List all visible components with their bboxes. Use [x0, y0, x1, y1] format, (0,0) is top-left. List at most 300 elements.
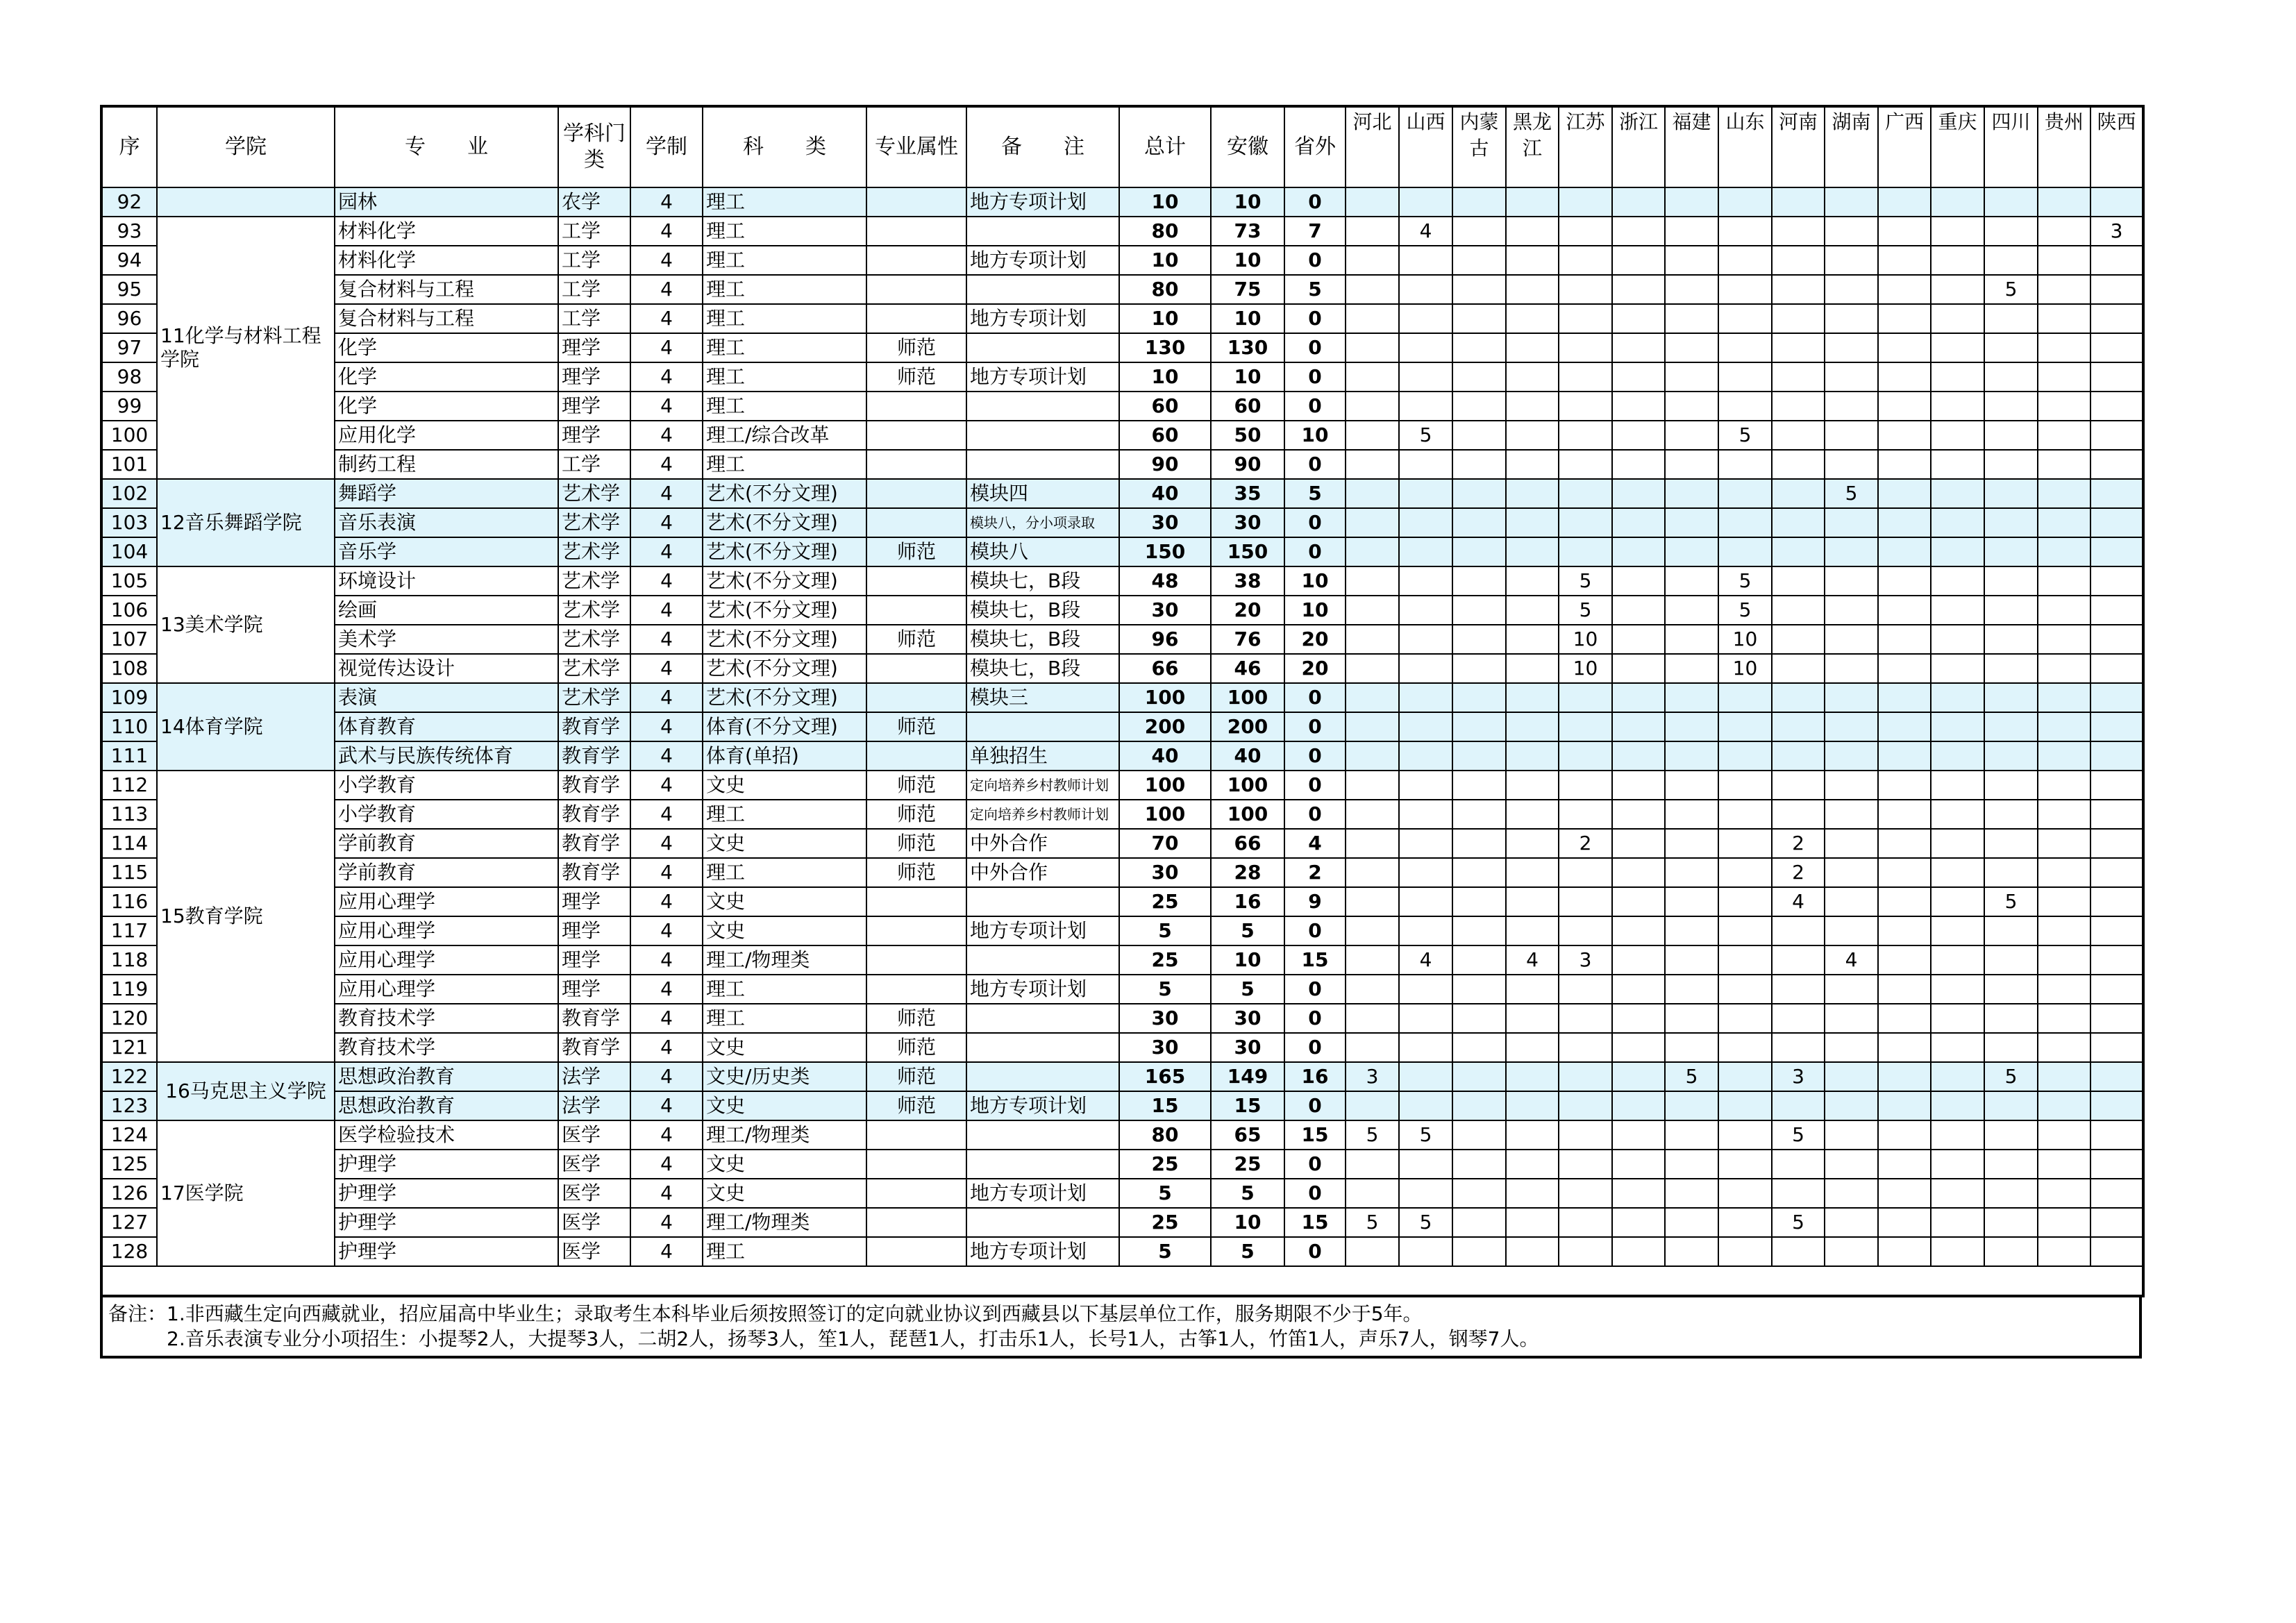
row-total: 40	[1119, 479, 1211, 508]
row-province-count	[1346, 1033, 1399, 1062]
row-province-count	[1399, 1179, 1452, 1208]
row-remark	[966, 1004, 1119, 1033]
row-seq: 112	[101, 771, 157, 800]
row-province-count	[1612, 1033, 1665, 1062]
row-province-count	[1984, 829, 2038, 858]
row-category: 工学	[558, 246, 630, 275]
table-row	[101, 392, 2143, 421]
row-subject: 艺术(不分文理)	[703, 508, 866, 537]
row-attr: 师范	[866, 537, 966, 566]
row-province-count	[1825, 304, 1878, 333]
row-province-count	[1612, 362, 1665, 392]
spacer-cell	[1878, 1266, 1931, 1296]
row-anhui: 150	[1211, 537, 1284, 566]
row-province-count	[2090, 1004, 2143, 1033]
header-years: 学制	[630, 106, 703, 187]
row-province-count	[1825, 829, 1878, 858]
row-province-count	[1399, 187, 1452, 217]
row-province-count	[1506, 887, 1559, 916]
row-province-count: 10	[1718, 625, 1772, 654]
enrollment-table	[100, 105, 2145, 1297]
row-province-count	[1825, 858, 1878, 887]
row-province-count	[1665, 1208, 1718, 1237]
row-province-count	[1878, 596, 1931, 625]
header-remark: 备 注	[966, 106, 1119, 187]
row-province-count	[1559, 275, 1612, 304]
row-province-count	[1878, 362, 1931, 392]
header-province: 陕西	[2090, 106, 2143, 187]
row-province-count	[1346, 1150, 1399, 1179]
row-years: 4	[630, 1062, 703, 1091]
row-province-count	[1665, 800, 1718, 829]
row-province-count	[1718, 887, 1772, 916]
row-province-count	[1931, 333, 1984, 362]
spacer-cell	[630, 1266, 703, 1296]
row-outside: 0	[1284, 771, 1346, 800]
row-major: 应用心理学	[335, 945, 558, 975]
header-row	[101, 106, 2143, 187]
row-province-count	[1559, 975, 1612, 1004]
row-province-count	[1612, 246, 1665, 275]
row-total: 5	[1119, 916, 1211, 945]
row-total: 5	[1119, 1237, 1211, 1266]
row-major: 小学教育	[335, 771, 558, 800]
row-province-count	[1452, 712, 1506, 741]
spacer-cell	[866, 1266, 966, 1296]
row-province-count	[1931, 217, 1984, 246]
row-province-count	[2038, 829, 2090, 858]
row-province-count	[2090, 596, 2143, 625]
row-province-count	[1559, 712, 1612, 741]
table-row	[101, 654, 2143, 683]
header-province: 内蒙古	[1452, 106, 1506, 187]
row-province-count	[1825, 596, 1878, 625]
row-province-count	[1399, 566, 1452, 596]
row-remark: 模块七，B段	[966, 654, 1119, 683]
row-province-count	[1665, 304, 1718, 333]
row-province-count	[1931, 566, 1984, 596]
row-outside: 0	[1284, 508, 1346, 537]
row-seq: 99	[101, 392, 157, 421]
row-province-count	[1665, 392, 1718, 421]
row-attr: 师范	[866, 858, 966, 887]
row-province-count	[1665, 1120, 1718, 1150]
row-province-count	[2038, 1179, 2090, 1208]
row-subject: 理工	[703, 187, 866, 217]
row-remark: 定向培养乡村教师计划	[966, 771, 1119, 800]
row-province-count	[1984, 712, 2038, 741]
row-province-count	[1665, 187, 1718, 217]
row-subject: 艺术(不分文理)	[703, 566, 866, 596]
row-province-count	[1718, 479, 1772, 508]
row-province-count	[1506, 304, 1559, 333]
row-years: 4	[630, 1150, 703, 1179]
row-province-count	[1825, 1004, 1878, 1033]
row-province-count	[2090, 1237, 2143, 1266]
row-province-count	[1665, 975, 1718, 1004]
row-years: 4	[630, 683, 703, 712]
row-anhui: 30	[1211, 508, 1284, 537]
row-province-count	[1984, 741, 2038, 771]
row-province-count: 5	[1984, 1062, 2038, 1091]
row-province-count	[1452, 217, 1506, 246]
row-province-count	[1718, 1237, 1772, 1266]
row-province-count	[1772, 771, 1825, 800]
row-province-count	[1772, 741, 1825, 771]
row-total: 100	[1119, 771, 1211, 800]
row-category: 医学	[558, 1120, 630, 1150]
row-province-count	[1772, 246, 1825, 275]
row-province-count	[1665, 362, 1718, 392]
row-province-count	[1931, 916, 1984, 945]
row-province-count	[1718, 1179, 1772, 1208]
row-province-count	[1825, 800, 1878, 829]
row-major: 音乐表演	[335, 508, 558, 537]
row-province-count	[1612, 741, 1665, 771]
row-category: 理学	[558, 975, 630, 1004]
row-total: 10	[1119, 362, 1211, 392]
row-years: 4	[630, 421, 703, 450]
row-anhui: 60	[1211, 392, 1284, 421]
row-province-count	[1452, 450, 1506, 479]
row-province-count	[1452, 537, 1506, 566]
row-province-count	[1399, 858, 1452, 887]
row-province-count	[2038, 800, 2090, 829]
spacer-cell	[1399, 1266, 1452, 1296]
row-province-count	[1346, 858, 1399, 887]
table-row	[101, 1062, 2143, 1091]
row-attr	[866, 683, 966, 712]
row-province-count	[1984, 1208, 2038, 1237]
row-province-count	[1878, 508, 1931, 537]
row-province-count	[1931, 304, 1984, 333]
row-province-count	[2090, 654, 2143, 683]
row-province-count	[2090, 275, 2143, 304]
row-anhui: 66	[1211, 829, 1284, 858]
table-row	[101, 975, 2143, 1004]
row-province-count: 2	[1772, 858, 1825, 887]
row-seq: 110	[101, 712, 157, 741]
header-category: 学科门类	[558, 106, 630, 187]
row-province-count	[1346, 566, 1399, 596]
row-seq: 127	[101, 1208, 157, 1237]
row-province-count	[1399, 508, 1452, 537]
row-province-count: 5	[1984, 887, 2038, 916]
row-province-count	[1718, 1062, 1772, 1091]
row-province-count	[1984, 479, 2038, 508]
row-province-count	[2038, 362, 2090, 392]
row-seq: 95	[101, 275, 157, 304]
row-remark: 地方专项计划	[966, 362, 1119, 392]
row-province-count	[1718, 741, 1772, 771]
row-province-count	[2038, 887, 2090, 916]
row-major: 应用心理学	[335, 916, 558, 945]
table-row	[101, 187, 2143, 217]
row-remark: 地方专项计划	[966, 304, 1119, 333]
row-province-count	[1772, 333, 1825, 362]
header-province: 山西	[1399, 106, 1452, 187]
row-province-count	[1878, 333, 1931, 362]
row-province-count	[1718, 275, 1772, 304]
row-province-count	[1452, 479, 1506, 508]
row-major: 化学	[335, 362, 558, 392]
row-attr	[866, 596, 966, 625]
row-remark: 地方专项计划	[966, 916, 1119, 945]
row-anhui: 73	[1211, 217, 1284, 246]
row-province-count	[1984, 596, 2038, 625]
row-remark	[966, 421, 1119, 450]
row-province-count	[2038, 304, 2090, 333]
row-province-count	[1612, 450, 1665, 479]
row-category: 工学	[558, 275, 630, 304]
row-outside: 0	[1284, 975, 1346, 1004]
row-province-count	[1506, 275, 1559, 304]
row-province-count	[1452, 275, 1506, 304]
row-province-count	[1506, 537, 1559, 566]
row-province-count	[1931, 1237, 1984, 1266]
row-major: 化学	[335, 333, 558, 362]
row-seq: 115	[101, 858, 157, 887]
row-major: 音乐学	[335, 537, 558, 566]
row-category: 教育学	[558, 771, 630, 800]
row-province-count	[1559, 1237, 1612, 1266]
row-province-count	[1718, 1004, 1772, 1033]
row-subject: 体育(不分文理)	[703, 712, 866, 741]
row-subject: 理工	[703, 800, 866, 829]
row-province-count	[2038, 479, 2090, 508]
row-remark: 模块七，B段	[966, 566, 1119, 596]
row-years: 4	[630, 654, 703, 683]
row-province-count	[1346, 304, 1399, 333]
row-province-count	[1452, 887, 1506, 916]
row-outside: 0	[1284, 916, 1346, 945]
row-province-count	[1346, 479, 1399, 508]
table-row	[101, 362, 2143, 392]
row-seq: 101	[101, 450, 157, 479]
row-province-count	[1825, 187, 1878, 217]
row-province-count	[1612, 1179, 1665, 1208]
row-province-count	[1346, 421, 1399, 450]
row-province-count	[1772, 1237, 1825, 1266]
row-subject: 文史/历史类	[703, 1062, 866, 1091]
row-province-count	[2090, 479, 2143, 508]
row-province-count	[1399, 333, 1452, 362]
row-remark: 模块四	[966, 479, 1119, 508]
row-years: 4	[630, 508, 703, 537]
row-province-count	[1452, 566, 1506, 596]
row-category: 艺术学	[558, 508, 630, 537]
row-province-count	[2090, 916, 2143, 945]
row-province-count	[1399, 916, 1452, 945]
row-province-count	[1612, 858, 1665, 887]
row-province-count	[1878, 187, 1931, 217]
row-anhui: 25	[1211, 1150, 1284, 1179]
college-cell: 16马克思主义学院	[157, 1062, 335, 1120]
row-province-count	[1772, 479, 1825, 508]
row-province-count	[1452, 508, 1506, 537]
row-total: 30	[1119, 858, 1211, 887]
row-anhui: 15	[1211, 1091, 1284, 1120]
row-province-count	[1452, 800, 1506, 829]
row-province-count	[1984, 858, 2038, 887]
spacer-cell	[558, 1266, 630, 1296]
row-province-count	[1718, 362, 1772, 392]
row-province-count	[1718, 217, 1772, 246]
row-province-count	[1931, 683, 1984, 712]
row-province-count	[1559, 1179, 1612, 1208]
row-province-count	[1878, 566, 1931, 596]
row-outside: 2	[1284, 858, 1346, 887]
row-province-count	[1878, 1237, 1931, 1266]
row-province-count	[1665, 712, 1718, 741]
row-province-count	[1506, 1237, 1559, 1266]
row-category: 艺术学	[558, 566, 630, 596]
row-category: 艺术学	[558, 683, 630, 712]
row-category: 教育学	[558, 1004, 630, 1033]
row-province-count	[2090, 683, 2143, 712]
row-province-count	[1772, 392, 1825, 421]
row-province-count	[1559, 800, 1612, 829]
row-province-count	[1506, 246, 1559, 275]
row-province-count	[1346, 771, 1399, 800]
row-province-count	[1559, 1033, 1612, 1062]
row-remark: 单独招生	[966, 741, 1119, 771]
header-attr: 专业属性	[866, 106, 966, 187]
row-category: 理学	[558, 392, 630, 421]
row-anhui: 200	[1211, 712, 1284, 741]
row-outside: 0	[1284, 333, 1346, 362]
row-total: 90	[1119, 450, 1211, 479]
row-province-count	[1665, 217, 1718, 246]
row-province-count	[1665, 246, 1718, 275]
row-province-count: 5	[1718, 566, 1772, 596]
row-province-count	[1452, 683, 1506, 712]
row-province-count	[2090, 1091, 2143, 1120]
row-anhui: 38	[1211, 566, 1284, 596]
table-row	[101, 800, 2143, 829]
row-category: 艺术学	[558, 537, 630, 566]
table-row	[101, 217, 2143, 246]
row-province-count	[1825, 1062, 1878, 1091]
row-total: 150	[1119, 537, 1211, 566]
row-province-count	[1931, 1033, 1984, 1062]
row-province-count	[1559, 858, 1612, 887]
row-province-count: 10	[1559, 625, 1612, 654]
row-province-count	[1612, 333, 1665, 362]
row-years: 4	[630, 771, 703, 800]
row-province-count	[1346, 217, 1399, 246]
row-anhui: 10	[1211, 1208, 1284, 1237]
row-province-count	[1665, 741, 1718, 771]
row-province-count	[1772, 421, 1825, 450]
row-province-count	[1878, 392, 1931, 421]
table-row	[101, 421, 2143, 450]
row-total: 100	[1119, 683, 1211, 712]
row-anhui: 10	[1211, 304, 1284, 333]
table-row	[101, 887, 2143, 916]
row-province-count	[1984, 683, 2038, 712]
row-province-count	[1612, 945, 1665, 975]
row-province-count	[1772, 304, 1825, 333]
row-province-count	[1506, 421, 1559, 450]
row-total: 30	[1119, 596, 1211, 625]
row-years: 4	[630, 304, 703, 333]
header-major: 专 业	[335, 106, 558, 187]
row-province-count	[1506, 741, 1559, 771]
spacer-cell	[966, 1266, 1119, 1296]
row-province-count	[1346, 741, 1399, 771]
row-major: 应用心理学	[335, 887, 558, 916]
row-province-count	[1931, 1004, 1984, 1033]
row-seq: 117	[101, 916, 157, 945]
row-province-count	[2090, 1150, 2143, 1179]
row-province-count	[1612, 187, 1665, 217]
row-province-count	[1399, 771, 1452, 800]
row-major: 教育技术学	[335, 1004, 558, 1033]
row-remark: 地方专项计划	[966, 1237, 1119, 1266]
row-province-count	[1984, 537, 2038, 566]
row-province-count: 3	[1772, 1062, 1825, 1091]
row-seq: 92	[101, 187, 157, 217]
row-province-count	[1612, 275, 1665, 304]
row-category: 理学	[558, 945, 630, 975]
row-province-count	[1346, 508, 1399, 537]
row-major: 医学检验技术	[335, 1120, 558, 1150]
row-province-count	[1665, 421, 1718, 450]
row-province-count	[1984, 1120, 2038, 1150]
row-province-count	[1878, 304, 1931, 333]
college-cell: 15教育学院	[157, 771, 335, 1062]
row-province-count	[1931, 625, 1984, 654]
header-province: 湖南	[1825, 106, 1878, 187]
row-attr: 师范	[866, 712, 966, 741]
row-province-count	[1506, 1208, 1559, 1237]
row-province-count	[2038, 975, 2090, 1004]
row-province-count	[1559, 1150, 1612, 1179]
row-province-count	[1612, 1004, 1665, 1033]
row-anhui: 10	[1211, 362, 1284, 392]
note-line-2: 2.音乐表演专业分小项招生：小提琴2人，大提琴3人，二胡2人，扬琴3人，笙1人，琵琶1人，打击乐1人，长号1人，古筝1人，竹笛1人，声乐7人，钢琴7人。	[108, 1327, 1539, 1350]
row-province-count	[1718, 858, 1772, 887]
row-province-count	[1931, 392, 1984, 421]
row-anhui: 65	[1211, 1120, 1284, 1150]
row-province-count	[1718, 683, 1772, 712]
row-province-count	[1718, 1150, 1772, 1179]
row-province-count	[1984, 421, 2038, 450]
row-province-count: 5	[1984, 275, 2038, 304]
row-attr	[866, 887, 966, 916]
notes-section	[100, 1297, 2142, 1359]
row-category: 理学	[558, 421, 630, 450]
row-province-count	[2038, 858, 2090, 887]
row-province-count	[1931, 1179, 1984, 1208]
row-subject: 文史	[703, 829, 866, 858]
row-province-count	[1665, 1004, 1718, 1033]
row-anhui: 100	[1211, 800, 1284, 829]
row-province-count	[1399, 362, 1452, 392]
row-province-count	[1612, 421, 1665, 450]
table-row	[101, 1237, 2143, 1266]
spacer-cell	[1119, 1266, 1211, 1296]
row-province-count	[2090, 566, 2143, 596]
row-province-count	[2090, 187, 2143, 217]
row-province-count	[1665, 479, 1718, 508]
table-row	[101, 304, 2143, 333]
college-cell: 11化学与材料工程学院	[157, 217, 335, 479]
row-province-count	[1452, 741, 1506, 771]
header-province: 四川	[1984, 106, 2038, 187]
row-province-count	[1559, 217, 1612, 246]
